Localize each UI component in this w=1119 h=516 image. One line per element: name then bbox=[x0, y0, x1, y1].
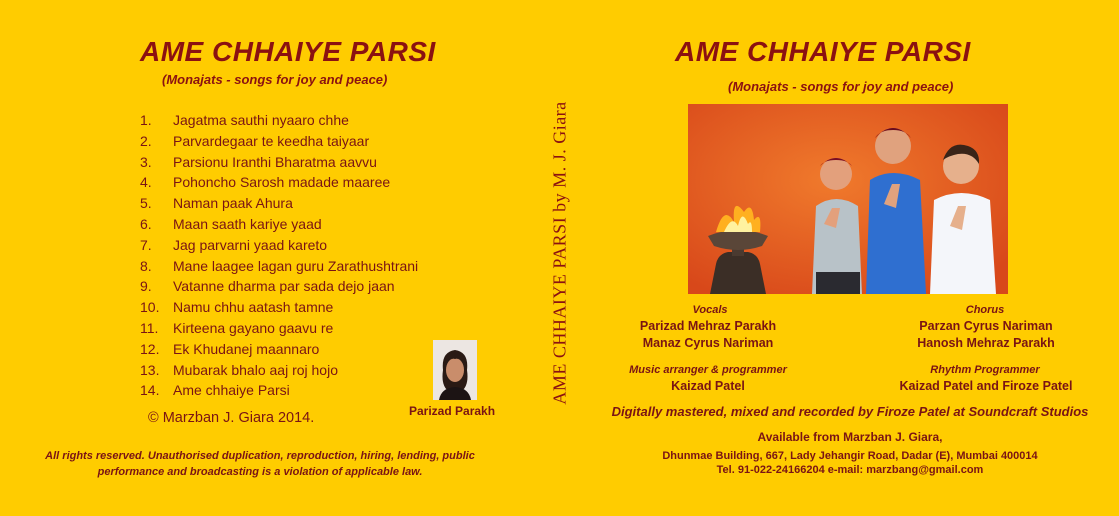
track-number: 4. bbox=[140, 174, 152, 191]
track-number: 13. bbox=[140, 361, 160, 378]
vocals-name-2: Manaz Cyrus Nariman bbox=[642, 336, 774, 350]
track-name: Vatanne dharma par sada dejo jaan bbox=[173, 278, 395, 295]
track-number: 10. bbox=[140, 299, 160, 316]
track-name: Kirteena gayano gaavu re bbox=[173, 319, 334, 336]
track-item bbox=[140, 133, 440, 154]
mastered-credit: Digitally mastered, mixed and recorded by Firoze Patel at Soundcraft Studios bbox=[611, 404, 1089, 419]
track-name: Namu chhu aatash tamne bbox=[173, 299, 334, 316]
available-from: Available from Marzban J. Giara, bbox=[757, 430, 943, 444]
track-number: 8. bbox=[140, 257, 152, 274]
track-item bbox=[140, 216, 440, 237]
track-item bbox=[140, 174, 440, 195]
track-number: 2. bbox=[140, 132, 152, 149]
track-name: Jag parvarni yaad kareto bbox=[173, 236, 328, 253]
track-item bbox=[140, 112, 440, 133]
rhythm-programmer-label: Rhythm Programmer bbox=[930, 364, 1040, 376]
spine bbox=[540, 88, 580, 418]
back-title: AME CHHAIYE PARSI bbox=[140, 36, 436, 67]
track-number: 6. bbox=[140, 215, 152, 232]
track-name: Naman paak Ahura bbox=[173, 195, 293, 212]
track-item bbox=[140, 382, 440, 403]
chorus-name-2: Hanosh Mehraz Parakh bbox=[917, 336, 1055, 350]
track-name: Ek Khudanej maannaro bbox=[173, 340, 320, 357]
track-name: Jagatma sauthi nyaaro chhe bbox=[173, 112, 349, 128]
rights-notice bbox=[20, 448, 500, 480]
rhythm-programmer-name: Kaizad Patel and Firoze Patel bbox=[899, 379, 1073, 393]
music-arranger-label: Music arranger & programmer bbox=[629, 364, 787, 376]
track-name: Parsionu Iranthi Bharatma aavvu bbox=[173, 153, 377, 170]
parizad-portrait bbox=[433, 340, 477, 400]
track-name: Pohoncho Sarosh madade maaree bbox=[173, 174, 391, 191]
music-arranger-name: Kaizad Patel bbox=[671, 379, 745, 393]
track-item bbox=[140, 320, 440, 341]
track-number: 14. bbox=[140, 382, 160, 399]
track-name: Parvardegaar te keedha taiyaar bbox=[173, 132, 370, 149]
track-name: Mubarak bhalo aaj roj hojo bbox=[173, 361, 338, 378]
track-number: 11. bbox=[140, 319, 159, 336]
track-list bbox=[140, 112, 440, 403]
track-item bbox=[140, 237, 440, 258]
contact-block bbox=[600, 430, 1100, 476]
track-number: 9. bbox=[140, 278, 152, 295]
track-number: 12. bbox=[140, 340, 160, 357]
track-name: Maan saath kariye yaad bbox=[173, 215, 322, 232]
track-item bbox=[140, 154, 440, 175]
track-item bbox=[140, 258, 440, 279]
photo-caption: Parizad Parakh bbox=[409, 404, 496, 418]
track-item bbox=[140, 362, 440, 383]
track-name: Ame chhaiye Parsi bbox=[173, 382, 290, 399]
track-number: 7. bbox=[140, 236, 152, 253]
track-name: Mane laagee lagan guru Zarathushtrani bbox=[173, 257, 419, 274]
spine-text: AME CHHAIYE PARSI by M. J. Giara bbox=[549, 101, 570, 405]
track-number: 5. bbox=[140, 195, 152, 212]
rights-line-2: performance and broadcasting is a violation of applicable law. bbox=[97, 466, 423, 478]
contact-details: Tel. 91-022-24166204 e-mail: marzbang@gmail.com bbox=[716, 464, 984, 476]
chorus-label: Chorus bbox=[965, 304, 1005, 316]
front-title: AME CHHAIYE PARSI bbox=[675, 36, 971, 67]
vocals-name-1: Parizad Mehraz Parakh bbox=[639, 319, 777, 333]
track-item bbox=[140, 341, 440, 362]
track-item bbox=[140, 278, 440, 299]
vocals-label: Vocals bbox=[692, 304, 728, 316]
track-item bbox=[140, 299, 440, 320]
rights-line-1: All rights reserved. Unauthorised duplication, reproduction, hiring, lending, public bbox=[45, 450, 475, 462]
chorus-name-1: Parzan Cyrus Nariman bbox=[919, 319, 1053, 333]
track-number: 1. bbox=[140, 112, 152, 128]
back-subtitle: (Monajats - songs for joy and peace) bbox=[162, 72, 388, 87]
track-item bbox=[140, 195, 440, 216]
track-number: 3. bbox=[140, 153, 152, 170]
address: Dhunmae Building, 667, Lady Jehangir Road, Dadar (E), Mumbai 400014 bbox=[662, 450, 1038, 462]
children-praying-photo bbox=[688, 104, 1008, 294]
front-subtitle: (Monajats - songs for joy and peace) bbox=[728, 79, 954, 94]
copyright-text: © Marzban J. Giara 2014. bbox=[148, 410, 315, 426]
